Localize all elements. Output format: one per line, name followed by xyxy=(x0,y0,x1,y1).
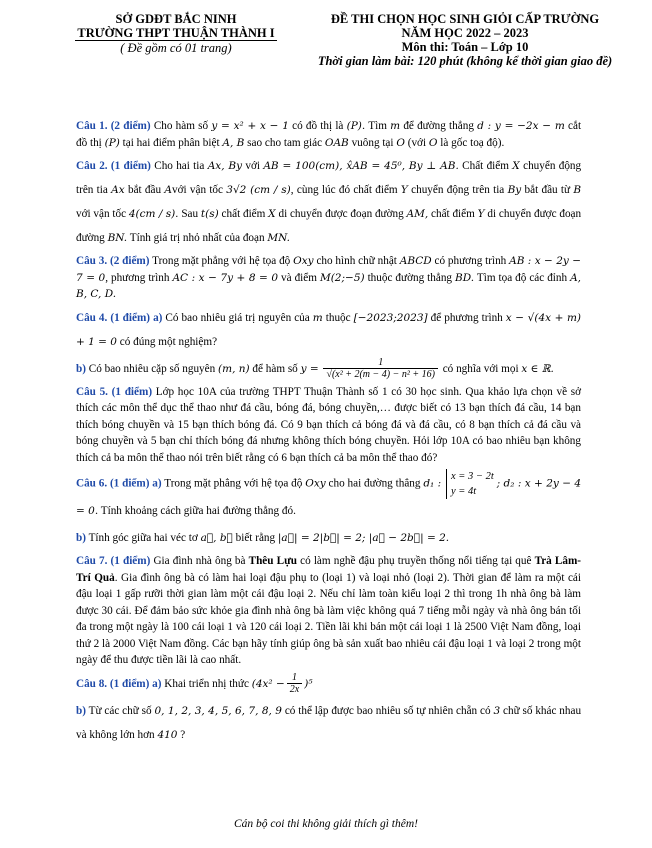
q2-math: B xyxy=(573,184,582,196)
q8-math: 3 xyxy=(493,704,501,717)
q3-text: Trong mặt phẳng với hệ tọa độ xyxy=(152,255,291,267)
q7-text: . Gia đình ông bà có làm hai loại đậu phụ to (loại 1) và loại nhỏ (loại 2). Thời gian để làm ra một cái đậu loại 1 gấp rưỡi thời gian làm một cái đậu loại 2. Nếu chỉ làm toàn kiểu loại 2 thì trong 1h nhà ông bà làm được 30 cái. Để đảm bảo sức khỏe gia đình nhà ông bà làm việc không quá 7 tiếng mỗi ngày và nhà ông bán tối đa trong một ngày là 100 cái loại 1 và 120 cái loại 2. Tiền lãi khi bán một cái loại 1 là 2500 Việt Nam đồng, loại thứ 2 là 2000 Việt Nam đồng. Các bạn hãy tính giúp ông bà sản xuất bao nhiêu cái đậu loại 1 và loại 2 trong một ngày để thu được tiền lãi là cao nhất. xyxy=(76,571,581,666)
q2-text: bắt đầu từ xyxy=(524,184,571,196)
q6-math: a⃗, b⃗ xyxy=(200,532,233,544)
fraction-numerator: 1 xyxy=(287,672,302,684)
question-2 xyxy=(76,154,581,250)
q1-math: O xyxy=(396,136,405,149)
question-2-label: Câu 2. (1 điểm) xyxy=(76,160,151,172)
q2-text: bắt đầu xyxy=(127,184,162,196)
q2-math: X xyxy=(268,208,276,220)
q1-math: OAB xyxy=(324,136,349,149)
q2-text: chất điểm xyxy=(221,208,266,220)
q2-math: t(s) xyxy=(200,208,219,220)
department-name: SỞ GDĐT BẮC NINH xyxy=(115,12,237,26)
q6-d1-name: d₁ : xyxy=(423,477,442,490)
q1-text: vuông tại xyxy=(351,136,394,149)
q8-text: Khai triển nhị thức xyxy=(164,677,249,690)
q3-math: Oxy xyxy=(293,255,314,267)
q1-text: là gốc toạ độ). xyxy=(440,136,505,149)
q1-math: d : y = −2x − m xyxy=(477,120,565,132)
q1-text: có đồ thị là xyxy=(292,120,344,132)
system-line: y = 4t xyxy=(451,486,477,497)
q3-math: AC : x − 7y + 8 = 0 xyxy=(172,271,279,284)
q2-text: di chuyển được đoạn đường xyxy=(278,208,404,220)
q3-text: , phương trình xyxy=(105,271,170,284)
q2-math: 4(cm / s). xyxy=(128,208,179,220)
q2-text: với vận tốc xyxy=(171,184,223,196)
q4-text: có đúng một nghiệm? xyxy=(119,335,218,348)
q1-text: tại hai điểm phân biệt xyxy=(122,136,220,149)
q6-math: Oxy xyxy=(305,477,326,490)
question-8-label: Câu 8. (1 điểm) xyxy=(76,677,150,690)
q2-text: Cho hai tia xyxy=(154,160,205,172)
q1-math: (P). xyxy=(346,120,366,132)
q6-text: biết rằng xyxy=(235,532,276,544)
q4-math: y = xyxy=(300,362,319,375)
question-8a xyxy=(76,672,581,696)
q2-text: Chất điểm xyxy=(462,160,509,172)
q6a-label: a) xyxy=(152,477,162,490)
q1-text: sao cho tam giác xyxy=(247,136,323,149)
header-left xyxy=(58,12,294,55)
question-7 xyxy=(76,553,581,669)
q8-text: Từ các chữ số xyxy=(88,704,152,717)
q1-text: (với xyxy=(407,136,427,149)
question-7-label: Câu 7. (1 điểm) xyxy=(76,555,151,567)
q6-text: cho hai đường thẳng xyxy=(328,477,421,490)
q2-math: AM, xyxy=(406,208,429,220)
question-8b xyxy=(76,699,581,747)
q8-math: (4x² − xyxy=(251,677,285,690)
q8-text: có thể lập được bao nhiêu số tự nhiên chẵn có xyxy=(284,704,491,717)
q1-text: cắt đồ thị xyxy=(76,120,582,149)
question-1 xyxy=(76,118,581,151)
q1-text: để đường thẳng xyxy=(403,120,474,132)
q6-d2: ; d₂ : x + 2y − 4 = 0. xyxy=(76,477,582,517)
q8-math: )⁵ xyxy=(304,677,313,690)
subject: Môn thi: Toán – Lớp 10 xyxy=(401,40,529,54)
q6b-label: b) xyxy=(76,532,86,544)
q4-text: Có bao nhiêu cặp số nguyên xyxy=(88,362,216,375)
fraction-denominator: √(x² + 2(m − 4) − n² + 16) xyxy=(326,369,435,381)
q2-text: , cùng lúc đó chất điểm xyxy=(290,184,398,196)
q3-text: Tìm tọa độ các đỉnh xyxy=(476,271,568,284)
question-1-label: Câu 1. (2 điểm) xyxy=(76,120,151,132)
q2-text: di chuyển được đoạn đường xyxy=(76,208,582,244)
q4-math: [−2023;2023] xyxy=(353,311,428,324)
q2-math: MN. xyxy=(267,232,290,244)
q6-text: Tính góc giữa hai véc tơ xyxy=(88,532,198,544)
q4-math: x ∈ ℝ. xyxy=(521,362,554,375)
q2-text: chuyển động trên tia xyxy=(76,160,582,196)
q7-text: có làm nghề đậu phụ truyền thống nổi tiếng tại quê xyxy=(300,555,532,567)
pages-note: ( Đề gồm có 01 trang) xyxy=(120,41,232,55)
q3-text: và điểm xyxy=(281,271,317,284)
question-3-label: Câu 3. (2 điểm) xyxy=(76,255,150,267)
q2-math: By xyxy=(507,184,522,196)
q2-math: A xyxy=(164,184,172,196)
q8-math: 0, 1, 2, 3, 4, 5, 6, 7, 8, 9 xyxy=(154,704,282,717)
q4b-fraction xyxy=(323,357,437,380)
question-5-label: Câu 5. (1 điểm) xyxy=(76,385,153,398)
fraction-numerator: 1 xyxy=(323,357,437,369)
q4-text: để hàm số xyxy=(252,362,298,375)
footer-note: Cán bộ coi thi không giải thích gì thêm! xyxy=(234,818,418,830)
question-3 xyxy=(76,253,581,303)
q2-math: Ax, By xyxy=(207,160,243,172)
q2-text: chuyển động trên tia xyxy=(411,184,505,196)
q4b-label: b) xyxy=(76,362,86,375)
q6-text: Tính khoảng cách giữa hai đường thẳng đó. xyxy=(100,505,296,517)
q1-text: Tìm xyxy=(368,120,387,132)
q3-math: AB : x − 2y − 7 = 0 xyxy=(76,255,581,284)
q2-math: Y xyxy=(477,208,485,220)
q3-math: BD. xyxy=(455,271,475,284)
q4a-label: a) xyxy=(153,311,163,324)
q2-text: chất điểm xyxy=(431,208,475,220)
q3-math: M(2;−5) xyxy=(319,271,365,284)
q1-math: y = x² + x − 1 xyxy=(211,120,289,132)
question-4a xyxy=(76,306,581,354)
school-year: NĂM HỌC 2022 – 2023 xyxy=(401,26,529,40)
question-4b xyxy=(76,357,581,381)
q1-text: Cho hàm số xyxy=(153,120,209,132)
q1-math: O xyxy=(428,136,438,149)
q6-d1-system xyxy=(446,469,494,499)
q2-math: X xyxy=(512,160,520,172)
q3-text: thuộc đường thẳng xyxy=(367,271,453,284)
q4-math: (m, n) xyxy=(218,362,250,375)
q4-text: thuộc xyxy=(325,311,351,324)
q4-math: x − √(4x + m) + 1 = 0 xyxy=(76,311,582,348)
q1-math: A, B xyxy=(222,136,245,149)
q6-text: Trong mặt phẳng với hệ tọa độ xyxy=(164,477,303,490)
header-right xyxy=(300,12,630,68)
q4-math: m xyxy=(312,311,323,324)
q6-math: |a⃗| = 2|b⃗| = 2; |a⃗ − 2b⃗| = 2. xyxy=(277,532,450,544)
fraction-denominator: 2x xyxy=(289,684,300,696)
q2-math: Ax xyxy=(111,184,125,196)
q5-text: Lớp học 10A của trường THPT Thuận Thành số 1 có 30 học sinh. Qua khảo lựa chọn về sở thích các môn thể dục thể thao như đá cầu, bóng đá, bóng chuyền,… được biết có 13 bạn thích đá cầu, 14 bạn thích bóng chuyền và 15 bạn thích bóng đá. Có 9 bạn thích cả bóng đá và đá cầu, có 8 bạn thích cả đá cầu và bóng chuyền và 5 bạn chỉ thích bóng đá nhưng không thích bóng chuyền. Hỏi lớp 10A có bao nhiêu bạn không thích cả ba môn thể thao nói trên biết rằng có 6 bạn thích cả ba môn thể thao đó? xyxy=(76,385,581,464)
q2-text: Sau xyxy=(181,208,199,220)
q2-math: AB = 100(cm), x̂AB = 45⁰, By ⊥ AB. xyxy=(263,160,459,172)
school-name: TRƯỜNG THPT THUẬN THÀNH I xyxy=(77,26,275,40)
q8-math: 410 xyxy=(157,728,178,741)
q3-math: A, B, C, D. xyxy=(76,271,582,300)
q8b-label: b) xyxy=(76,704,86,717)
q8-text: ? xyxy=(180,728,186,741)
q4-text: Có bao nhiêu giá trị nguyên của xyxy=(165,311,310,324)
question-4-label: Câu 4. (1 điểm) xyxy=(76,311,151,324)
question-5 xyxy=(76,384,581,467)
time-note: Thời gian làm bài: 120 phút (không kể thời gian giao đề) xyxy=(317,54,613,68)
question-6b xyxy=(76,526,581,550)
q4-text: để phương trình xyxy=(430,311,503,324)
q1-math: m xyxy=(390,120,401,132)
q7-text: Gia đình nhà ông bà xyxy=(153,555,246,567)
question-6-label: Câu 6. (1 điểm) xyxy=(76,477,150,490)
q3-math: ABCD xyxy=(399,255,432,267)
q2-text: Tính giá trị nhỏ nhất của đoạn xyxy=(129,232,265,244)
q2-math: BN. xyxy=(107,232,128,244)
q2-math: 3√2 (cm / s) xyxy=(226,184,291,196)
q2-math: Y xyxy=(400,184,408,196)
exam-body xyxy=(76,118,581,750)
q3-text: cho hình chữ nhật xyxy=(316,255,397,267)
question-6a xyxy=(76,469,581,523)
q8a-fraction xyxy=(287,672,302,695)
q7-place: Trà Lâm- Trí Quả xyxy=(76,555,581,584)
q4-text: có nghĩa với mọi xyxy=(442,362,519,375)
q7-name: Thêu Lựu xyxy=(248,555,298,567)
q8-text: chữ số khác nhau và không lớn hơn xyxy=(76,704,582,741)
q2-text: với vận tốc xyxy=(76,208,127,220)
system-line: x = 3 − 2t xyxy=(451,471,494,482)
q8a-label: a) xyxy=(152,677,162,690)
q2-text: với xyxy=(245,160,261,172)
q1-math: (P) xyxy=(104,136,120,149)
q3-text: có phương trình xyxy=(434,255,507,267)
exam-title: ĐỀ THI CHỌN HỌC SINH GIỎI CẤP TRƯỜNG xyxy=(330,12,600,26)
